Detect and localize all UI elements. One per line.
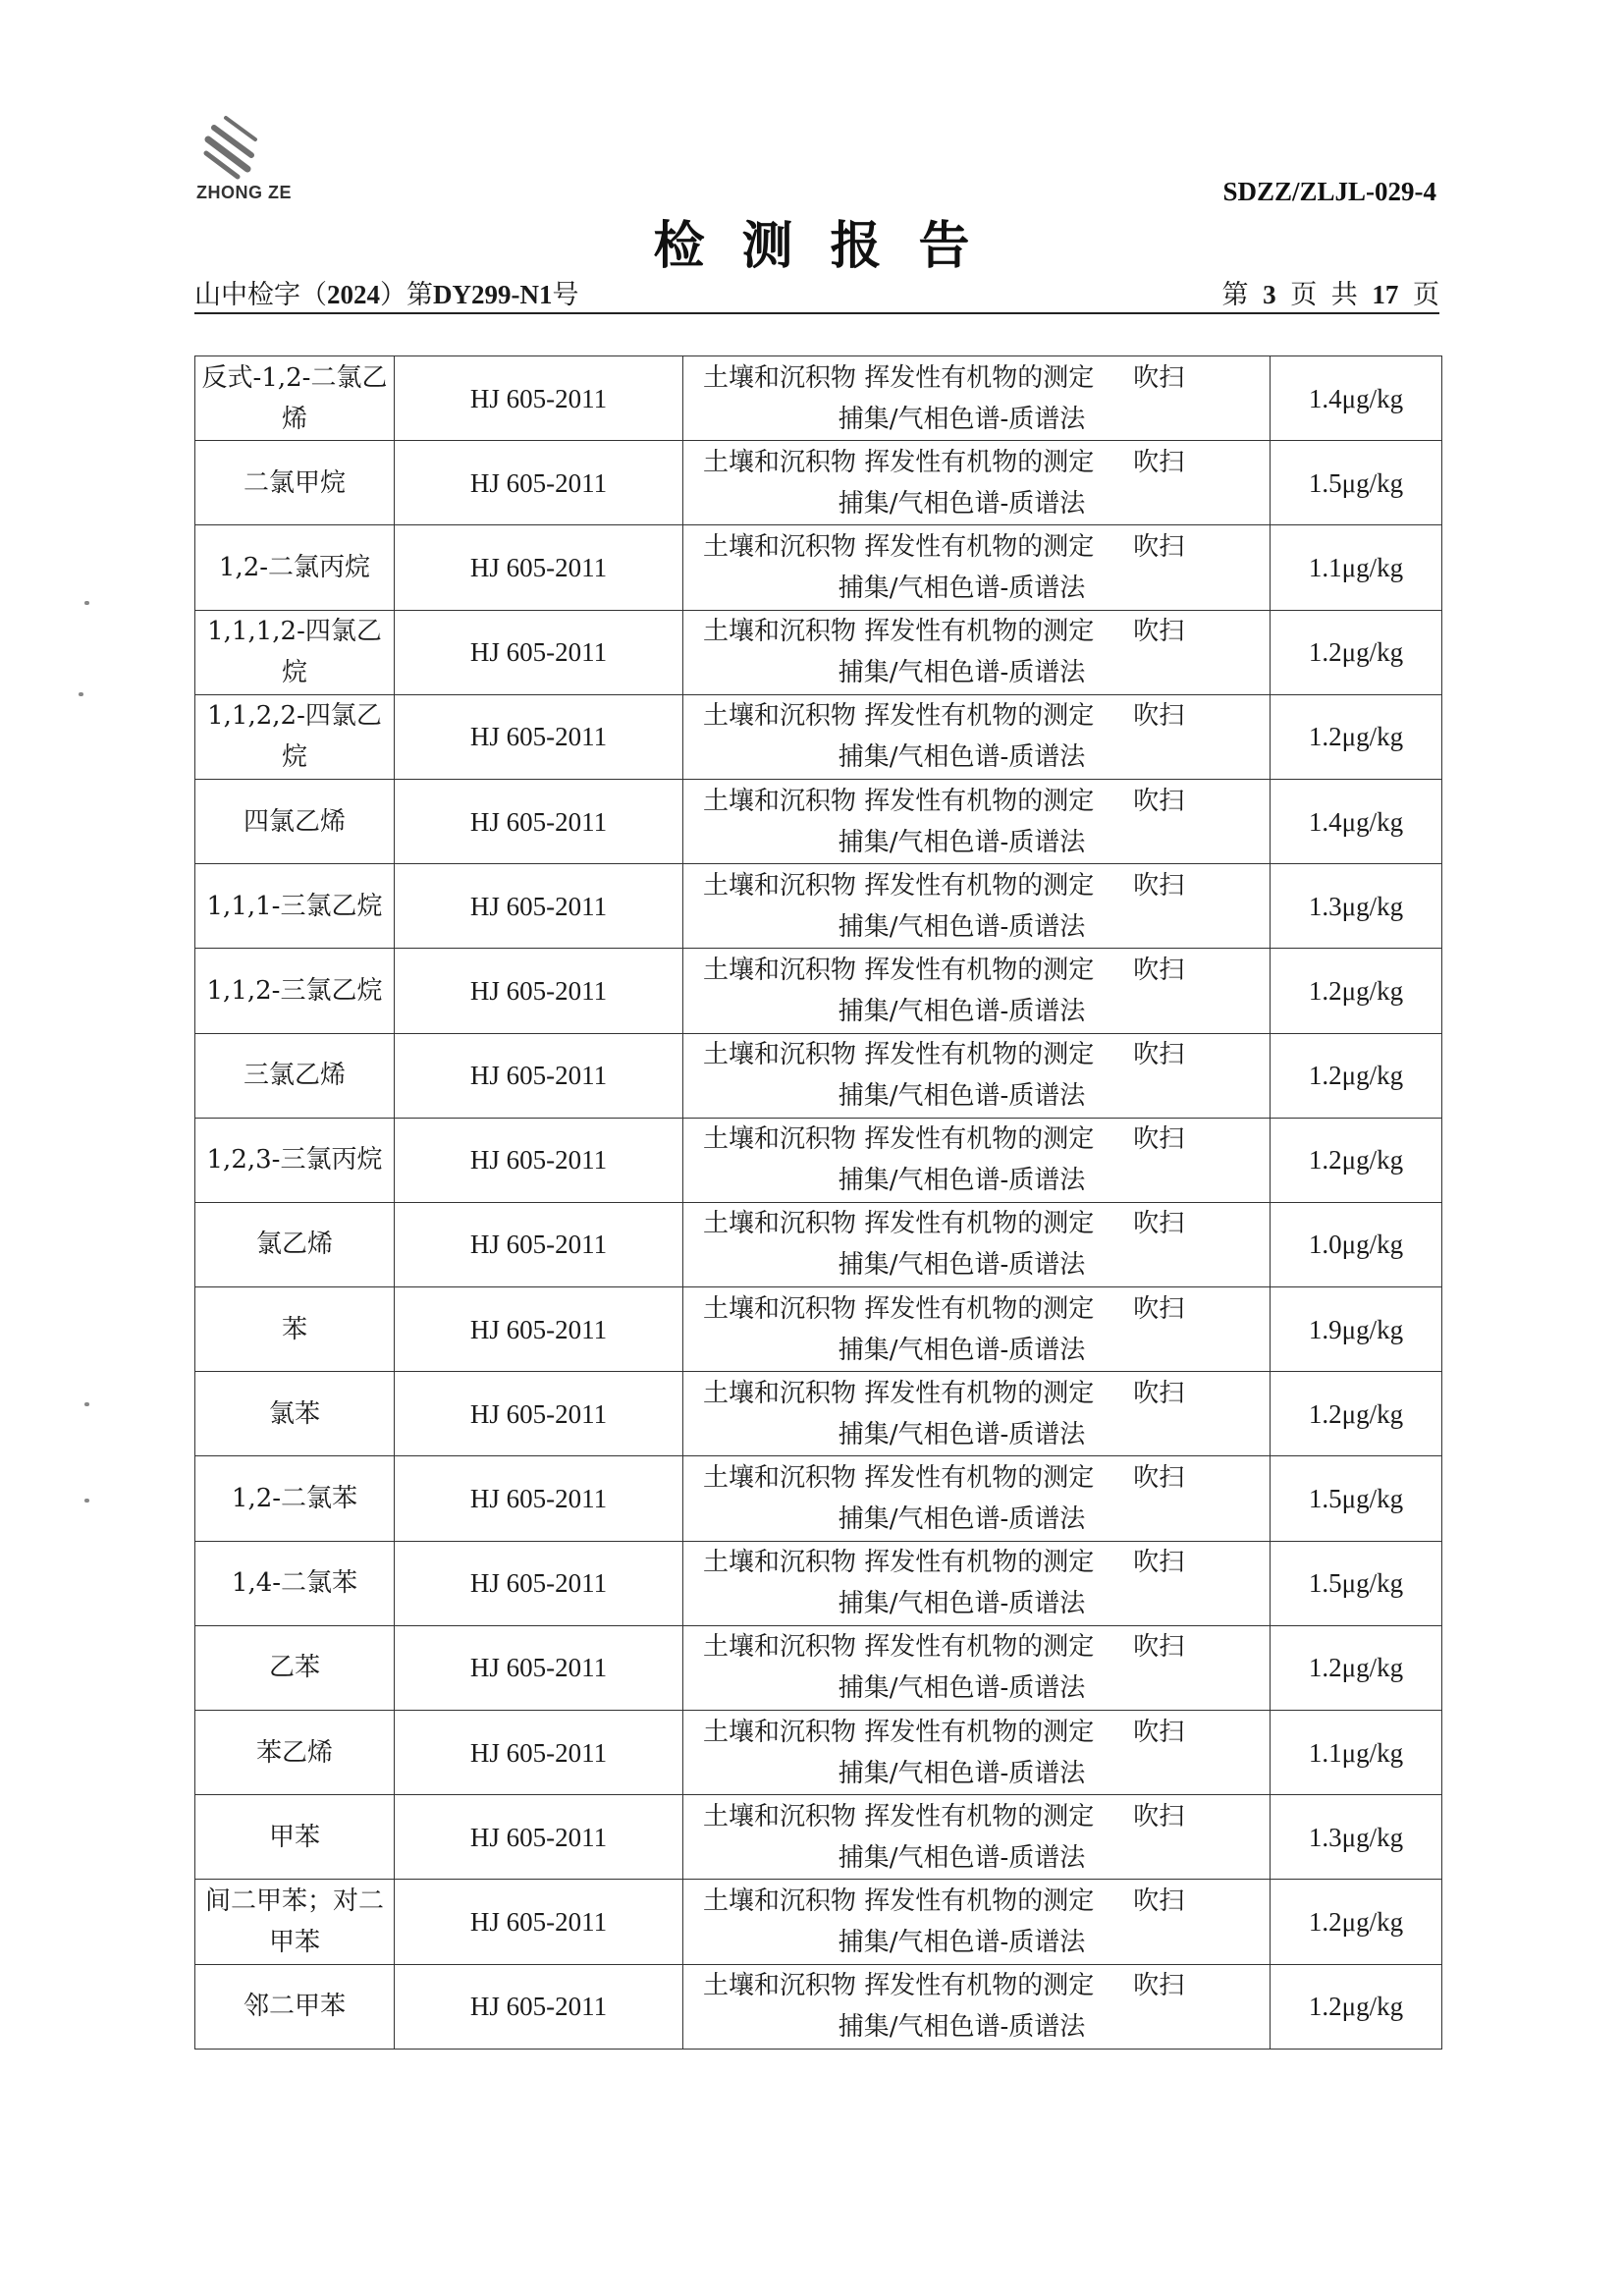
standard-cell: HJ 605-2011: [395, 356, 683, 441]
standard-cell: HJ 605-2011: [395, 610, 683, 694]
method-cell: [683, 1372, 1271, 1456]
standard-cell: HJ 605-2011: [395, 779, 683, 863]
standard-cell: HJ 605-2011: [395, 1372, 683, 1456]
method-line-1: [683, 1965, 1270, 2006]
method-line-2: 捕集/气相色谱-质谱法: [838, 1589, 1086, 1619]
scan-speck: [84, 1402, 89, 1406]
standard-cell: HJ 605-2011: [395, 1795, 683, 1880]
method-title: 土壤和沉积物 挥发性有机物的测定: [703, 1971, 1095, 2001]
table-row: [195, 1964, 1442, 2049]
table-row: [195, 1541, 1442, 1625]
detection-limit-cell: 1.2μg/kg: [1271, 1118, 1442, 1202]
method-sweep: 吹扫: [1133, 786, 1185, 816]
method-cell: [683, 441, 1271, 525]
method-line-2: 捕集/气相色谱-质谱法: [838, 1673, 1086, 1704]
method-title: 土壤和沉积物 挥发性有机物的测定: [703, 531, 1095, 562]
method-cell: [683, 356, 1271, 441]
method-title: 土壤和沉积物 挥发性有机物的测定: [703, 1548, 1095, 1578]
detection-limit-cell: 1.5μg/kg: [1271, 1456, 1442, 1541]
method-title: 土壤和沉积物 挥发性有机物的测定: [703, 1124, 1095, 1155]
method-line-1: [683, 1626, 1270, 1667]
compound-name-cell: 1,2-二氯丙烷: [195, 525, 395, 610]
method-title: 土壤和沉积物 挥发性有机物的测定: [703, 1717, 1095, 1747]
method-sweep: 吹扫: [1133, 955, 1185, 985]
standard-cell: HJ 605-2011: [395, 1625, 683, 1710]
standard-cell: HJ 605-2011: [395, 1118, 683, 1202]
method-line-1: [683, 442, 1270, 483]
standard-cell: HJ 605-2011: [395, 1202, 683, 1286]
method-cell: [683, 1795, 1271, 1880]
method-line-2: 捕集/气相色谱-质谱法: [838, 573, 1086, 603]
method-line-2: 捕集/气相色谱-质谱法: [838, 827, 1086, 857]
scan-speck: [84, 1499, 89, 1503]
detection-limit-cell: 1.9μg/kg: [1271, 1287, 1442, 1372]
detection-limit-cell: 1.2μg/kg: [1271, 1372, 1442, 1456]
standard-cell: HJ 605-2011: [395, 1033, 683, 1118]
table-row: [195, 1033, 1442, 1118]
scan-speck: [84, 601, 89, 605]
detection-limit-cell: 1.5μg/kg: [1271, 441, 1442, 525]
standard-cell: HJ 605-2011: [395, 1964, 683, 2049]
method-title: 土壤和沉积物 挥发性有机物的测定: [703, 1293, 1095, 1324]
table-row: [195, 694, 1442, 779]
method-cell: [683, 1287, 1271, 1372]
detection-limit-cell: 1.2μg/kg: [1271, 1964, 1442, 2049]
method-line-2: 捕集/气相色谱-质谱法: [838, 911, 1086, 942]
method-title: 土壤和沉积物 挥发性有机物的测定: [703, 447, 1095, 477]
table-row: [195, 949, 1442, 1033]
compound-name-cell: 间二甲苯；对二甲苯: [195, 1880, 395, 1964]
standard-cell: HJ 605-2011: [395, 1541, 683, 1625]
compound-name-cell: 反式-1,2-二氯乙烯: [195, 356, 395, 441]
method-sweep: 吹扫: [1133, 1717, 1185, 1747]
method-title: 土壤和沉积物 挥发性有机物的测定: [703, 1886, 1095, 1916]
method-cell: [683, 1202, 1271, 1286]
method-line-1: [683, 1288, 1270, 1330]
method-sweep: 吹扫: [1133, 1801, 1185, 1831]
method-line-2: 捕集/气相色谱-质谱法: [838, 1504, 1086, 1535]
method-sweep: 吹扫: [1133, 531, 1185, 562]
method-line-1: [683, 781, 1270, 822]
method-line-1: [683, 695, 1270, 737]
method-sweep: 吹扫: [1133, 1040, 1185, 1070]
method-line-2: 捕集/气相色谱-质谱法: [838, 1842, 1086, 1873]
table-row: [195, 525, 1442, 610]
compound-name-cell: 1,4-二氯苯: [195, 1541, 395, 1625]
detection-limit-cell: 1.0μg/kg: [1271, 1202, 1442, 1286]
method-line-1: [683, 357, 1270, 399]
method-title: 土壤和沉积物 挥发性有机物的测定: [703, 955, 1095, 985]
detection-limit-cell: 1.3μg/kg: [1271, 1795, 1442, 1880]
detection-limit-cell: 1.2μg/kg: [1271, 1033, 1442, 1118]
compound-name-cell: 1,2,3-三氯丙烷: [195, 1118, 395, 1202]
document-code: SDZZ/ZLJL-029-4: [1222, 177, 1436, 206]
method-line-1: [683, 1034, 1270, 1075]
method-title: 土壤和沉积物 挥发性有机物的测定: [703, 1209, 1095, 1239]
method-cell: [683, 1625, 1271, 1710]
compound-name-cell: 1,2-二氯苯: [195, 1456, 395, 1541]
table-row: [195, 1202, 1442, 1286]
detection-limit-cell: 1.2μg/kg: [1271, 949, 1442, 1033]
method-title: 土壤和沉积物 挥发性有机物的测定: [703, 786, 1095, 816]
method-sweep: 吹扫: [1133, 1463, 1185, 1494]
compound-name-cell: 氯苯: [195, 1372, 395, 1456]
method-line-2: 捕集/气相色谱-质谱法: [838, 996, 1086, 1026]
method-title: 土壤和沉积物 挥发性有机物的测定: [703, 617, 1095, 647]
compound-name-cell: 苯: [195, 1287, 395, 1372]
table-row: [195, 1625, 1442, 1710]
method-line-1: [683, 1796, 1270, 1837]
detection-limit-cell: 1.2μg/kg: [1271, 1880, 1442, 1964]
detection-limit-cell: 1.1μg/kg: [1271, 1711, 1442, 1795]
method-title: 土壤和沉积物 挥发性有机物的测定: [703, 1463, 1095, 1494]
method-line-2: 捕集/气相色谱-质谱法: [838, 1250, 1086, 1281]
compound-name-cell: 四氯乙烯: [195, 779, 395, 863]
method-line-1: [683, 611, 1270, 652]
method-line-2: 捕集/气相色谱-质谱法: [838, 2012, 1086, 2043]
method-sweep: 吹扫: [1133, 1124, 1185, 1155]
table-row: [195, 1456, 1442, 1541]
method-line-1: [683, 865, 1270, 906]
standard-cell: HJ 605-2011: [395, 694, 683, 779]
method-sweep: 吹扫: [1133, 1971, 1185, 2001]
method-sweep: 吹扫: [1133, 701, 1185, 732]
method-cell: [683, 1541, 1271, 1625]
compound-name-cell: 氯乙烯: [195, 1202, 395, 1286]
method-line-1: [683, 526, 1270, 568]
detection-limit-cell: 1.1μg/kg: [1271, 525, 1442, 610]
method-cell: [683, 1118, 1271, 1202]
method-line-1: [683, 1457, 1270, 1499]
method-title: 土壤和沉积物 挥发性有机物的测定: [703, 870, 1095, 901]
table-row: [195, 1711, 1442, 1795]
method-cell: [683, 949, 1271, 1033]
method-cell: [683, 1880, 1271, 1964]
report-number: 山中检字（2024）第DY299-N1号: [194, 280, 579, 310]
method-line-2: 捕集/气相色谱-质谱法: [838, 1081, 1086, 1112]
method-title: 土壤和沉积物 挥发性有机物的测定: [703, 1801, 1095, 1831]
standard-cell: HJ 605-2011: [395, 525, 683, 610]
method-title: 土壤和沉积物 挥发性有机物的测定: [703, 1040, 1095, 1070]
detection-limit-cell: 1.2μg/kg: [1271, 610, 1442, 694]
method-cell: [683, 1033, 1271, 1118]
compound-name-cell: 三氯乙烯: [195, 1033, 395, 1118]
table-row: [195, 1118, 1442, 1202]
method-line-2: 捕集/气相色谱-质谱法: [838, 488, 1086, 519]
method-sweep: 吹扫: [1133, 1378, 1185, 1408]
compound-name-cell: 二氯甲烷: [195, 441, 395, 525]
method-line-2: 捕集/气相色谱-质谱法: [838, 404, 1086, 434]
method-line-2: 捕集/气相色谱-质谱法: [838, 1335, 1086, 1365]
method-line-2: 捕集/气相色谱-质谱法: [838, 658, 1086, 688]
method-sweep: 吹扫: [1133, 870, 1185, 901]
compound-name-cell: 邻二甲苯: [195, 1964, 395, 2049]
method-line-1: [683, 1373, 1270, 1414]
compound-name-cell: 1,1,1-三氯乙烷: [195, 864, 395, 949]
method-sweep: 吹扫: [1133, 1293, 1185, 1324]
method-title: 土壤和沉积物 挥发性有机物的测定: [703, 1632, 1095, 1663]
compound-name-cell: 乙苯: [195, 1625, 395, 1710]
method-title: 土壤和沉积物 挥发性有机物的测定: [703, 701, 1095, 732]
table-row: [195, 1287, 1442, 1372]
method-line-2: 捕集/气相色谱-质谱法: [838, 1419, 1086, 1449]
report-header-line: [194, 273, 1439, 314]
standard-cell: HJ 605-2011: [395, 1711, 683, 1795]
method-title: 土壤和沉积物 挥发性有机物的测定: [703, 362, 1095, 393]
method-cell: [683, 1711, 1271, 1795]
method-sweep: 吹扫: [1133, 1886, 1185, 1916]
report-title: 检测报告: [653, 216, 1007, 276]
table-row: [195, 356, 1442, 441]
method-sweep: 吹扫: [1133, 1632, 1185, 1663]
method-line-2: 捕集/气相色谱-质谱法: [838, 1758, 1086, 1788]
method-sweep: 吹扫: [1133, 1548, 1185, 1578]
detection-limit-cell: 1.2μg/kg: [1271, 1625, 1442, 1710]
detection-limit-cell: 1.5μg/kg: [1271, 1541, 1442, 1625]
detection-limit-cell: 1.2μg/kg: [1271, 694, 1442, 779]
detection-limit-cell: 1.3μg/kg: [1271, 864, 1442, 949]
detection-limit-cell: 1.4μg/kg: [1271, 356, 1442, 441]
method-line-2: 捕集/气相色谱-质谱法: [838, 1166, 1086, 1196]
method-line-1: [683, 950, 1270, 991]
compound-name-cell: 1,1,2-三氯乙烷: [195, 949, 395, 1033]
detection-methods-table: [194, 355, 1442, 2050]
method-sweep: 吹扫: [1133, 617, 1185, 647]
standard-cell: HJ 605-2011: [395, 441, 683, 525]
compound-name-cell: 苯乙烯: [195, 1711, 395, 1795]
logo-stripes-icon: [192, 110, 300, 189]
table-row: [195, 779, 1442, 863]
standard-cell: HJ 605-2011: [395, 1287, 683, 1372]
table-row: [195, 1795, 1442, 1880]
standard-cell: HJ 605-2011: [395, 864, 683, 949]
table-row: [195, 1880, 1442, 1964]
method-cell: [683, 694, 1271, 779]
method-line-1: [683, 1203, 1270, 1244]
method-sweep: 吹扫: [1133, 1209, 1185, 1239]
method-line-2: 捕集/气相色谱-质谱法: [838, 742, 1086, 773]
standard-cell: HJ 605-2011: [395, 1880, 683, 1964]
method-cell: [683, 610, 1271, 694]
table-row: [195, 610, 1442, 694]
standard-cell: HJ 605-2011: [395, 949, 683, 1033]
logo-text: ZHONG ZE: [196, 183, 292, 202]
scan-speck: [79, 692, 83, 696]
method-cell: [683, 1964, 1271, 2049]
table-row: [195, 1372, 1442, 1456]
method-line-2: 捕集/气相色谱-质谱法: [838, 1927, 1086, 1957]
detection-limit-cell: 1.4μg/kg: [1271, 779, 1442, 863]
table-row: [195, 441, 1442, 525]
method-line-1: [683, 1119, 1270, 1160]
method-cell: [683, 1456, 1271, 1541]
standard-cell: HJ 605-2011: [395, 1456, 683, 1541]
method-sweep: 吹扫: [1133, 447, 1185, 477]
method-title: 土壤和沉积物 挥发性有机物的测定: [703, 1378, 1095, 1408]
method-cell: [683, 779, 1271, 863]
compound-name-cell: 1,1,1,2-四氯乙烷: [195, 610, 395, 694]
method-cell: [683, 864, 1271, 949]
method-sweep: 吹扫: [1133, 362, 1185, 393]
method-cell: [683, 525, 1271, 610]
method-line-1: [683, 1542, 1270, 1583]
compound-name-cell: 1,1,2,2-四氯乙烷: [195, 694, 395, 779]
method-line-1: [683, 1712, 1270, 1753]
compound-name-cell: 甲苯: [195, 1795, 395, 1880]
table-row: [195, 864, 1442, 949]
page-info: 第 3 页 共 17 页: [1221, 280, 1439, 310]
method-line-1: [683, 1881, 1270, 1922]
